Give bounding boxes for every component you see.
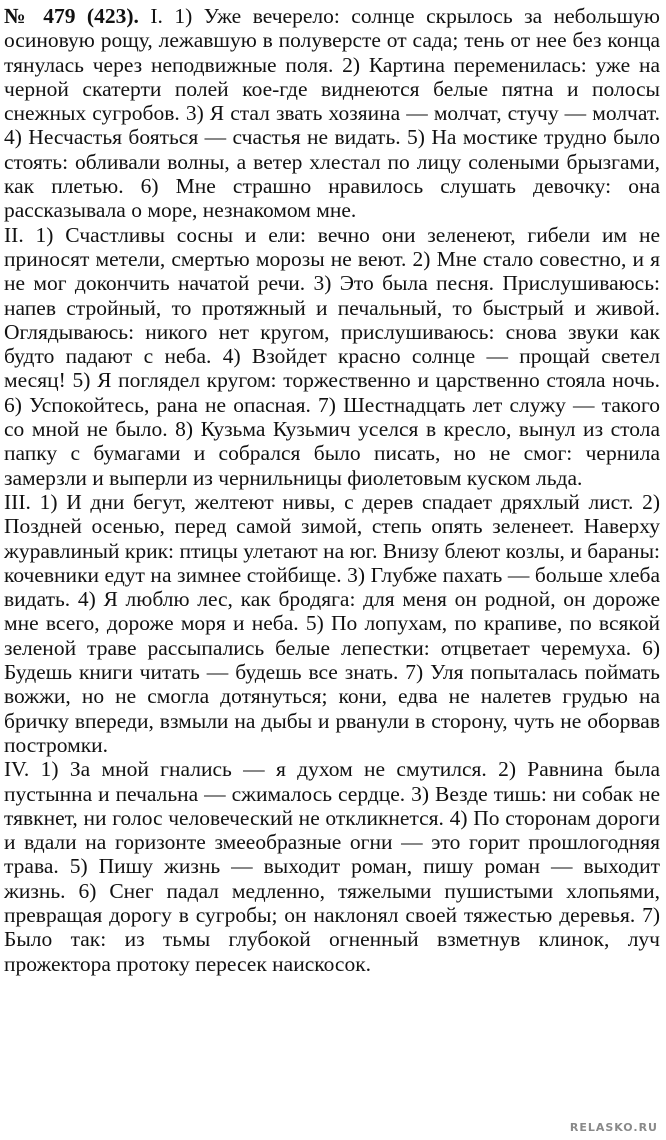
section-2-text: II. 1) Счастливы сосны и ели: вечно они зеленеют, гибели им не приносят метели, смертью морозы не веют. 2) Мне стало совестно, и я не мог докончить начатой речи. 3) Это была песня. Прислушиваюсь: напев стройный, то протяжный и печальный, то быстрый и живой. Оглядываюсь: никого нет кругом, прислушиваюсь: снова звуки как будто падают с неба. 4) Взойдет красно солнце — прощай светел месяц! 5) Я поглядел кругом: торжественно и царственно стояла ночь. 6) Успокойтесь, рана не опасная. 7) Шестнадцать лет служу — такого со мной не было. 8) Кузьма Кузьмич уселся в кресло, вынул из стола папку с бумагами и собрался было писать, но не смог: чернила замерзли и выперли из чернильницы фиолетовым куском льда. (4, 222, 660, 490)
section-4-text: IV. 1) За мной гнались — я духом не смутился. 2) Равнина была пустынна и печальна — сжималось сердце. 3) Везде тишь: ни собак не тявкнет, ни голос человеческий не откликнется. 4) По сторонам дороги и вдали на горизонте змееобразные огни — это горит прошлогодняя трава. 5) Пишу жизнь — выходит роман, пишу роман — выходит жизнь. 6) Снег падал медленно, тяжелыми пушистыми хлопьями, превращая дорогу в сугробы; он наклонял своей тяжестью деревья. 7) Было так: из тьмы глубокой огненный взметнув клинок, луч прожектора протоку пересек наискосок. (4, 757, 660, 976)
section-3 (4, 490, 660, 757)
section-1 (4, 4, 660, 223)
exercise-number: № 479 (423). (4, 4, 139, 28)
exercise-text (4, 4, 660, 976)
section-1-text: I. 1) Уже вечерело: солнце скрылось за небольшую осиновую рощу, лежавшую в полуверсте от сада; тень от нее без конца тянулась через неподвижные поля. 2) Картина переменилась: уже на черной скатерти полей кое-где виднеются белые пятна и полосы снежных сугробов. 3) Я стал звать хозяина — молчат, стучу — молчат. 4) Несчастья бояться — счастья не видать. 5) На мостике трудно было стоять: обливали волны, а ветер хлестал по лицу солеными брызгами, как плетью. 6) Мне страшно нравилось слушать девочку: она рассказывала о море, незнакомом мне. (4, 4, 660, 223)
watermark: RELASKO.RU (569, 1121, 658, 1134)
section-4 (4, 757, 660, 976)
section-2 (4, 223, 660, 490)
section-3-text: III. 1) И дни бегут, желтеют нивы, с дерев спадает дряхлый лист. 2) Поздней осенью, перед самой зимой, степь опять зеленеет. Наверху журавлиный крик: птицы улетают на юг. Внизу блеют козлы, и бараны: кочевники едут на зимнее стойбище. 3) Глубже пахать — больше хлеба видать. 4) Я люблю лес, как бродяга: для меня он родной, он дороже мне всего, дороже моря и неба. 5) По лопухам, по крапиве, по всякой зеленой траве рассыпались белые лепестки: отцветает черемуха. 6) Будешь книги читать — будешь все знать. 7) Уля попыталась поймать вожжи, но не смогла дотянуться; кони, едва не налетев грудью на бричку впереди, взмыли на дыбы и рванули в сторону, чуть не оборвав постромки. (4, 489, 660, 757)
